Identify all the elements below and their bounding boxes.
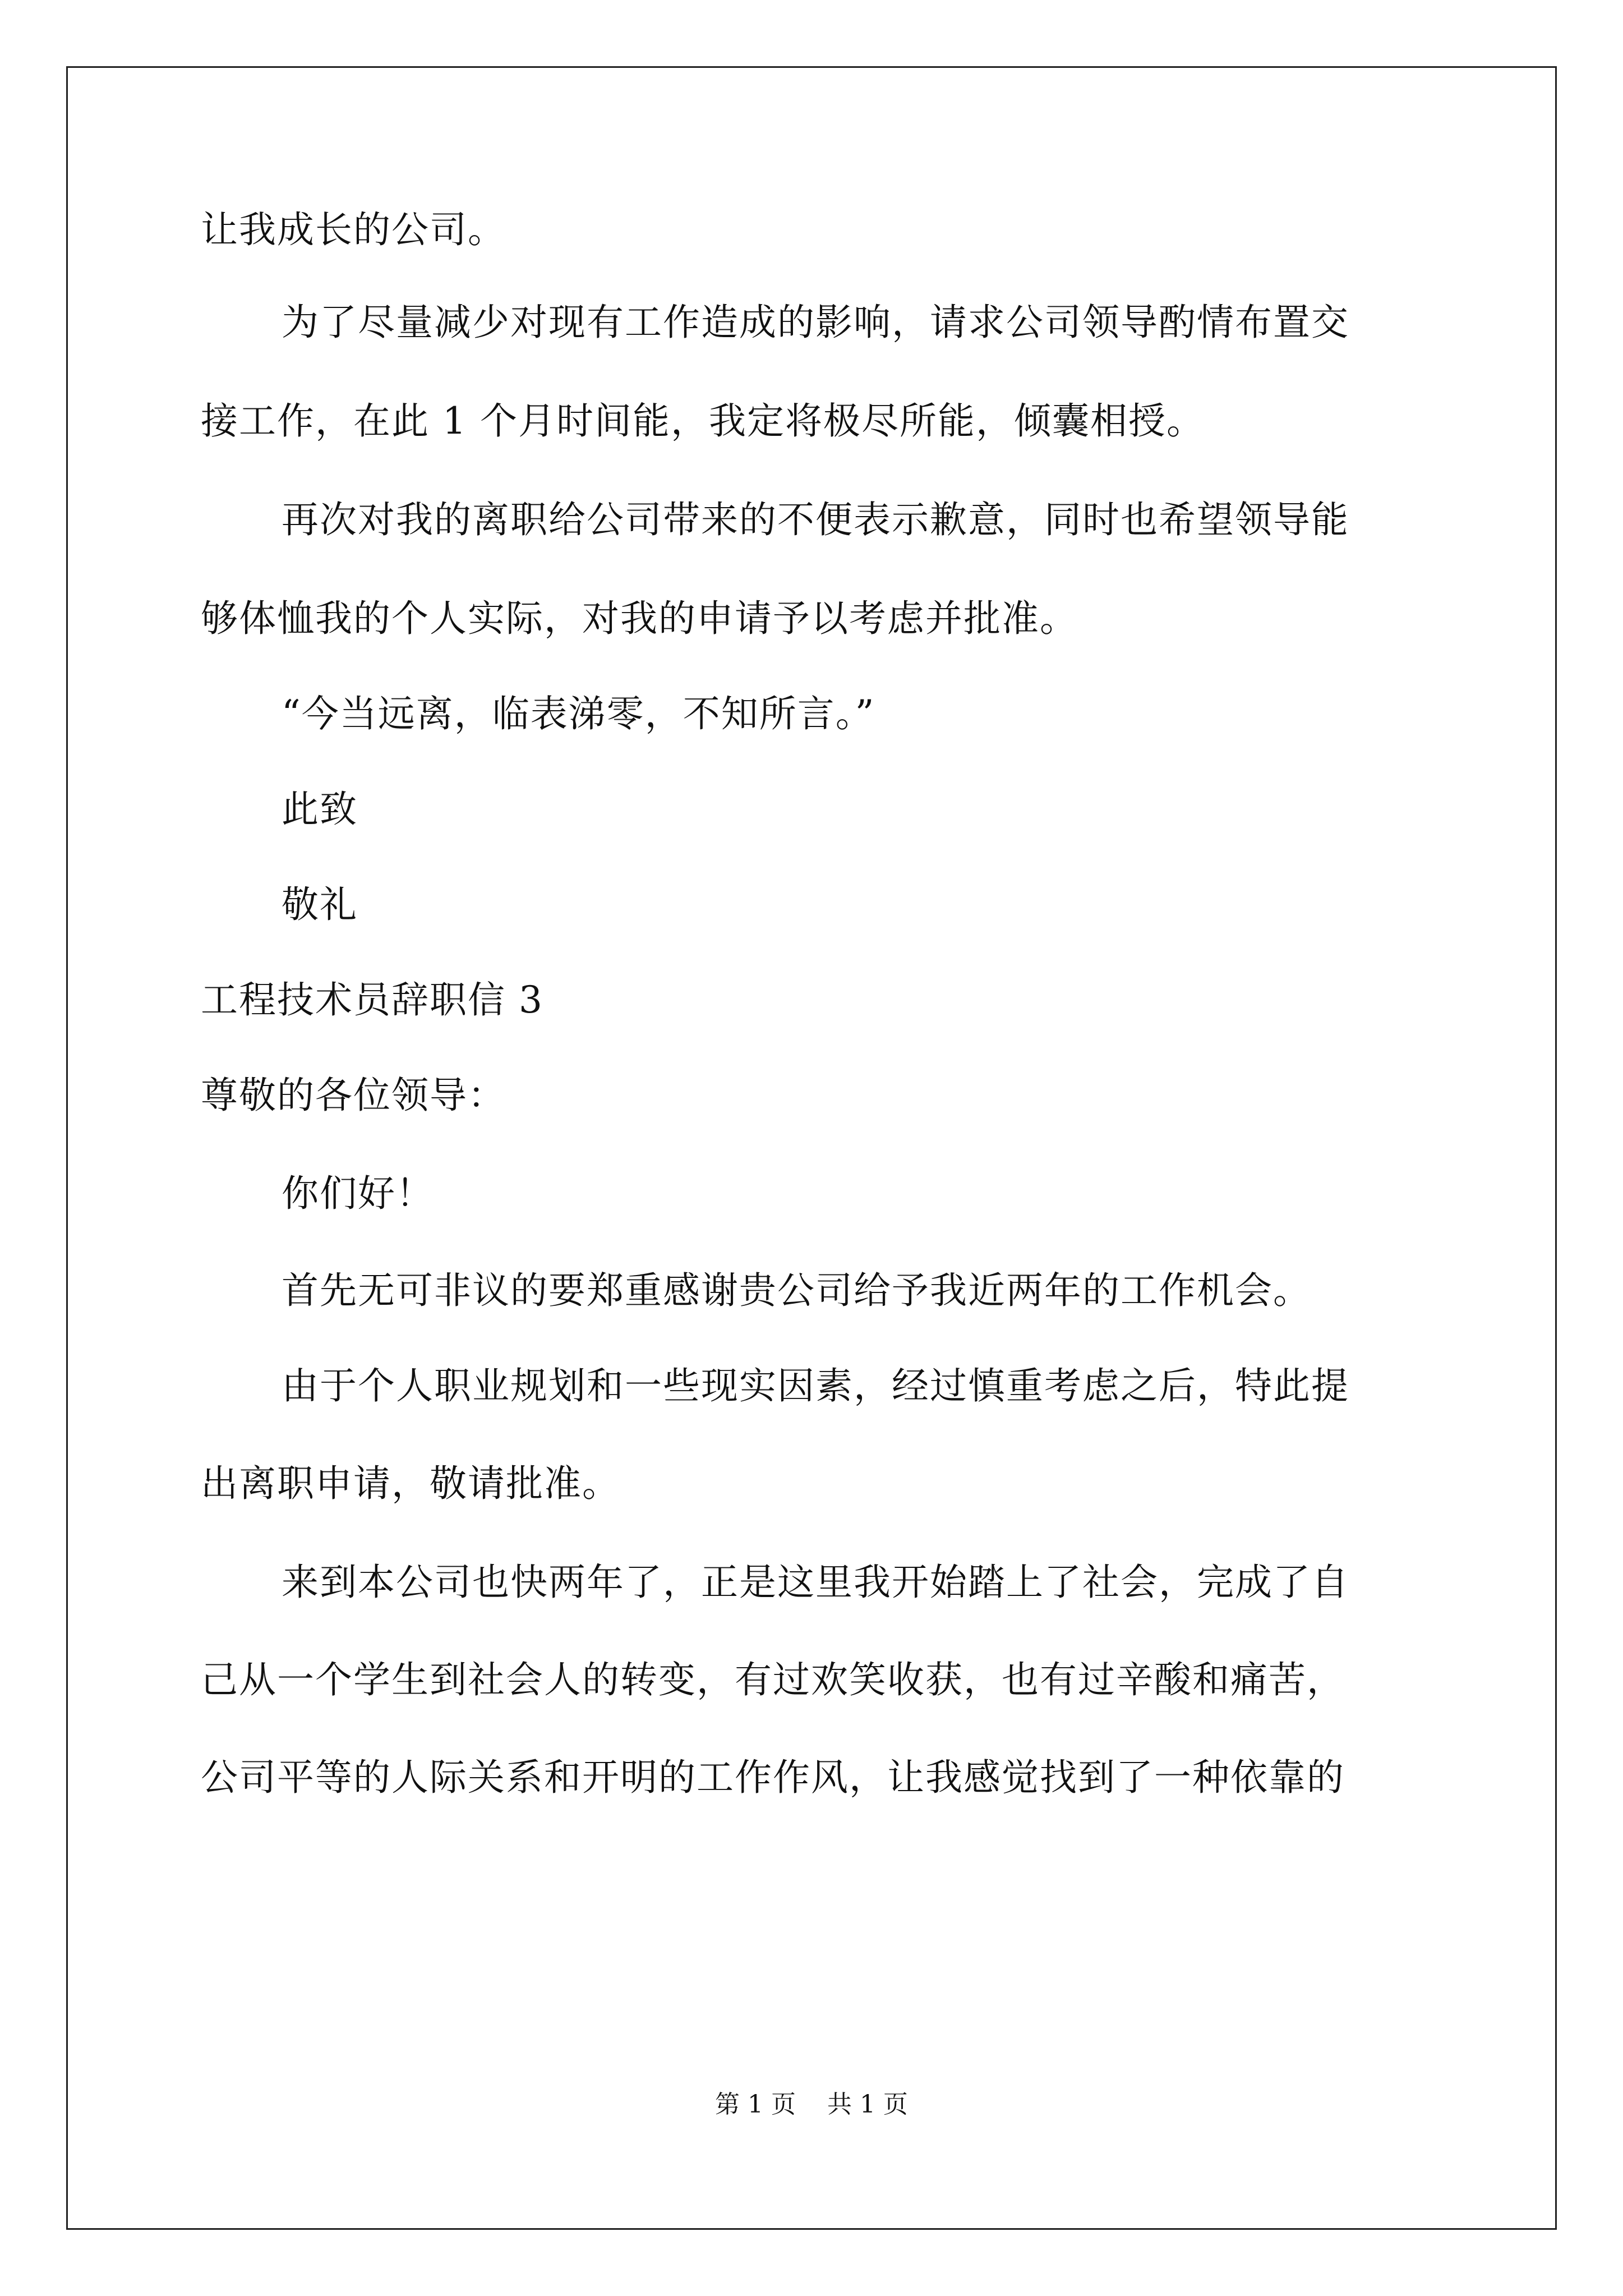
body-line: 由于个人职业规划和一些现实因素，经过慎重考虑之后，特此提 [282, 1364, 1349, 1407]
body-line: 来到本公司也快两年了，正是这里我开始踏上了社会，完成了自 [282, 1561, 1349, 1604]
body-line: 够体恤我的个人实际，对我的申请予以考虑并批准。 [201, 597, 1078, 640]
body-line: 为了尽量减少对现有工作造成的影响，请求公司领导酌情布置交 [282, 301, 1349, 344]
salutation-line: 尊敬的各位领导： [201, 1074, 506, 1117]
section-heading: 工程技术员辞职信 3 [201, 978, 543, 1022]
body-line: 让我成长的公司。 [201, 208, 506, 251]
body-line: 己从一个学生到社会人的转变，有过欢笑收获，也有过辛酸和痛苦， [201, 1658, 1345, 1701]
body-line: 再次对我的离职给公司带来的不便表示歉意，同时也希望领导能 [282, 498, 1349, 541]
greeting-line: 你们好！ [282, 1172, 434, 1215]
body-line: 公司平等的人际关系和开明的工作作风，让我感觉找到了一种依靠的 [201, 1756, 1345, 1799]
page-border [66, 66, 1557, 2230]
body-line: 接工作，在此 1 个月时间能，我定将极尽所能，倾囊相授。 [201, 399, 1205, 443]
body-line: 出离职申请，敬请批准。 [201, 1462, 620, 1505]
quote-line: “今当远离，临表涕零，不知所言。” [282, 692, 875, 735]
closing-line: 此致 [282, 788, 358, 831]
closing-line: 敬礼 [282, 883, 358, 926]
page-footer: 第 1 页 共 1 页 [715, 2090, 908, 2119]
body-line: 首先无可非议的要郑重感谢贵公司给予我近两年的工作机会。 [282, 1269, 1311, 1312]
